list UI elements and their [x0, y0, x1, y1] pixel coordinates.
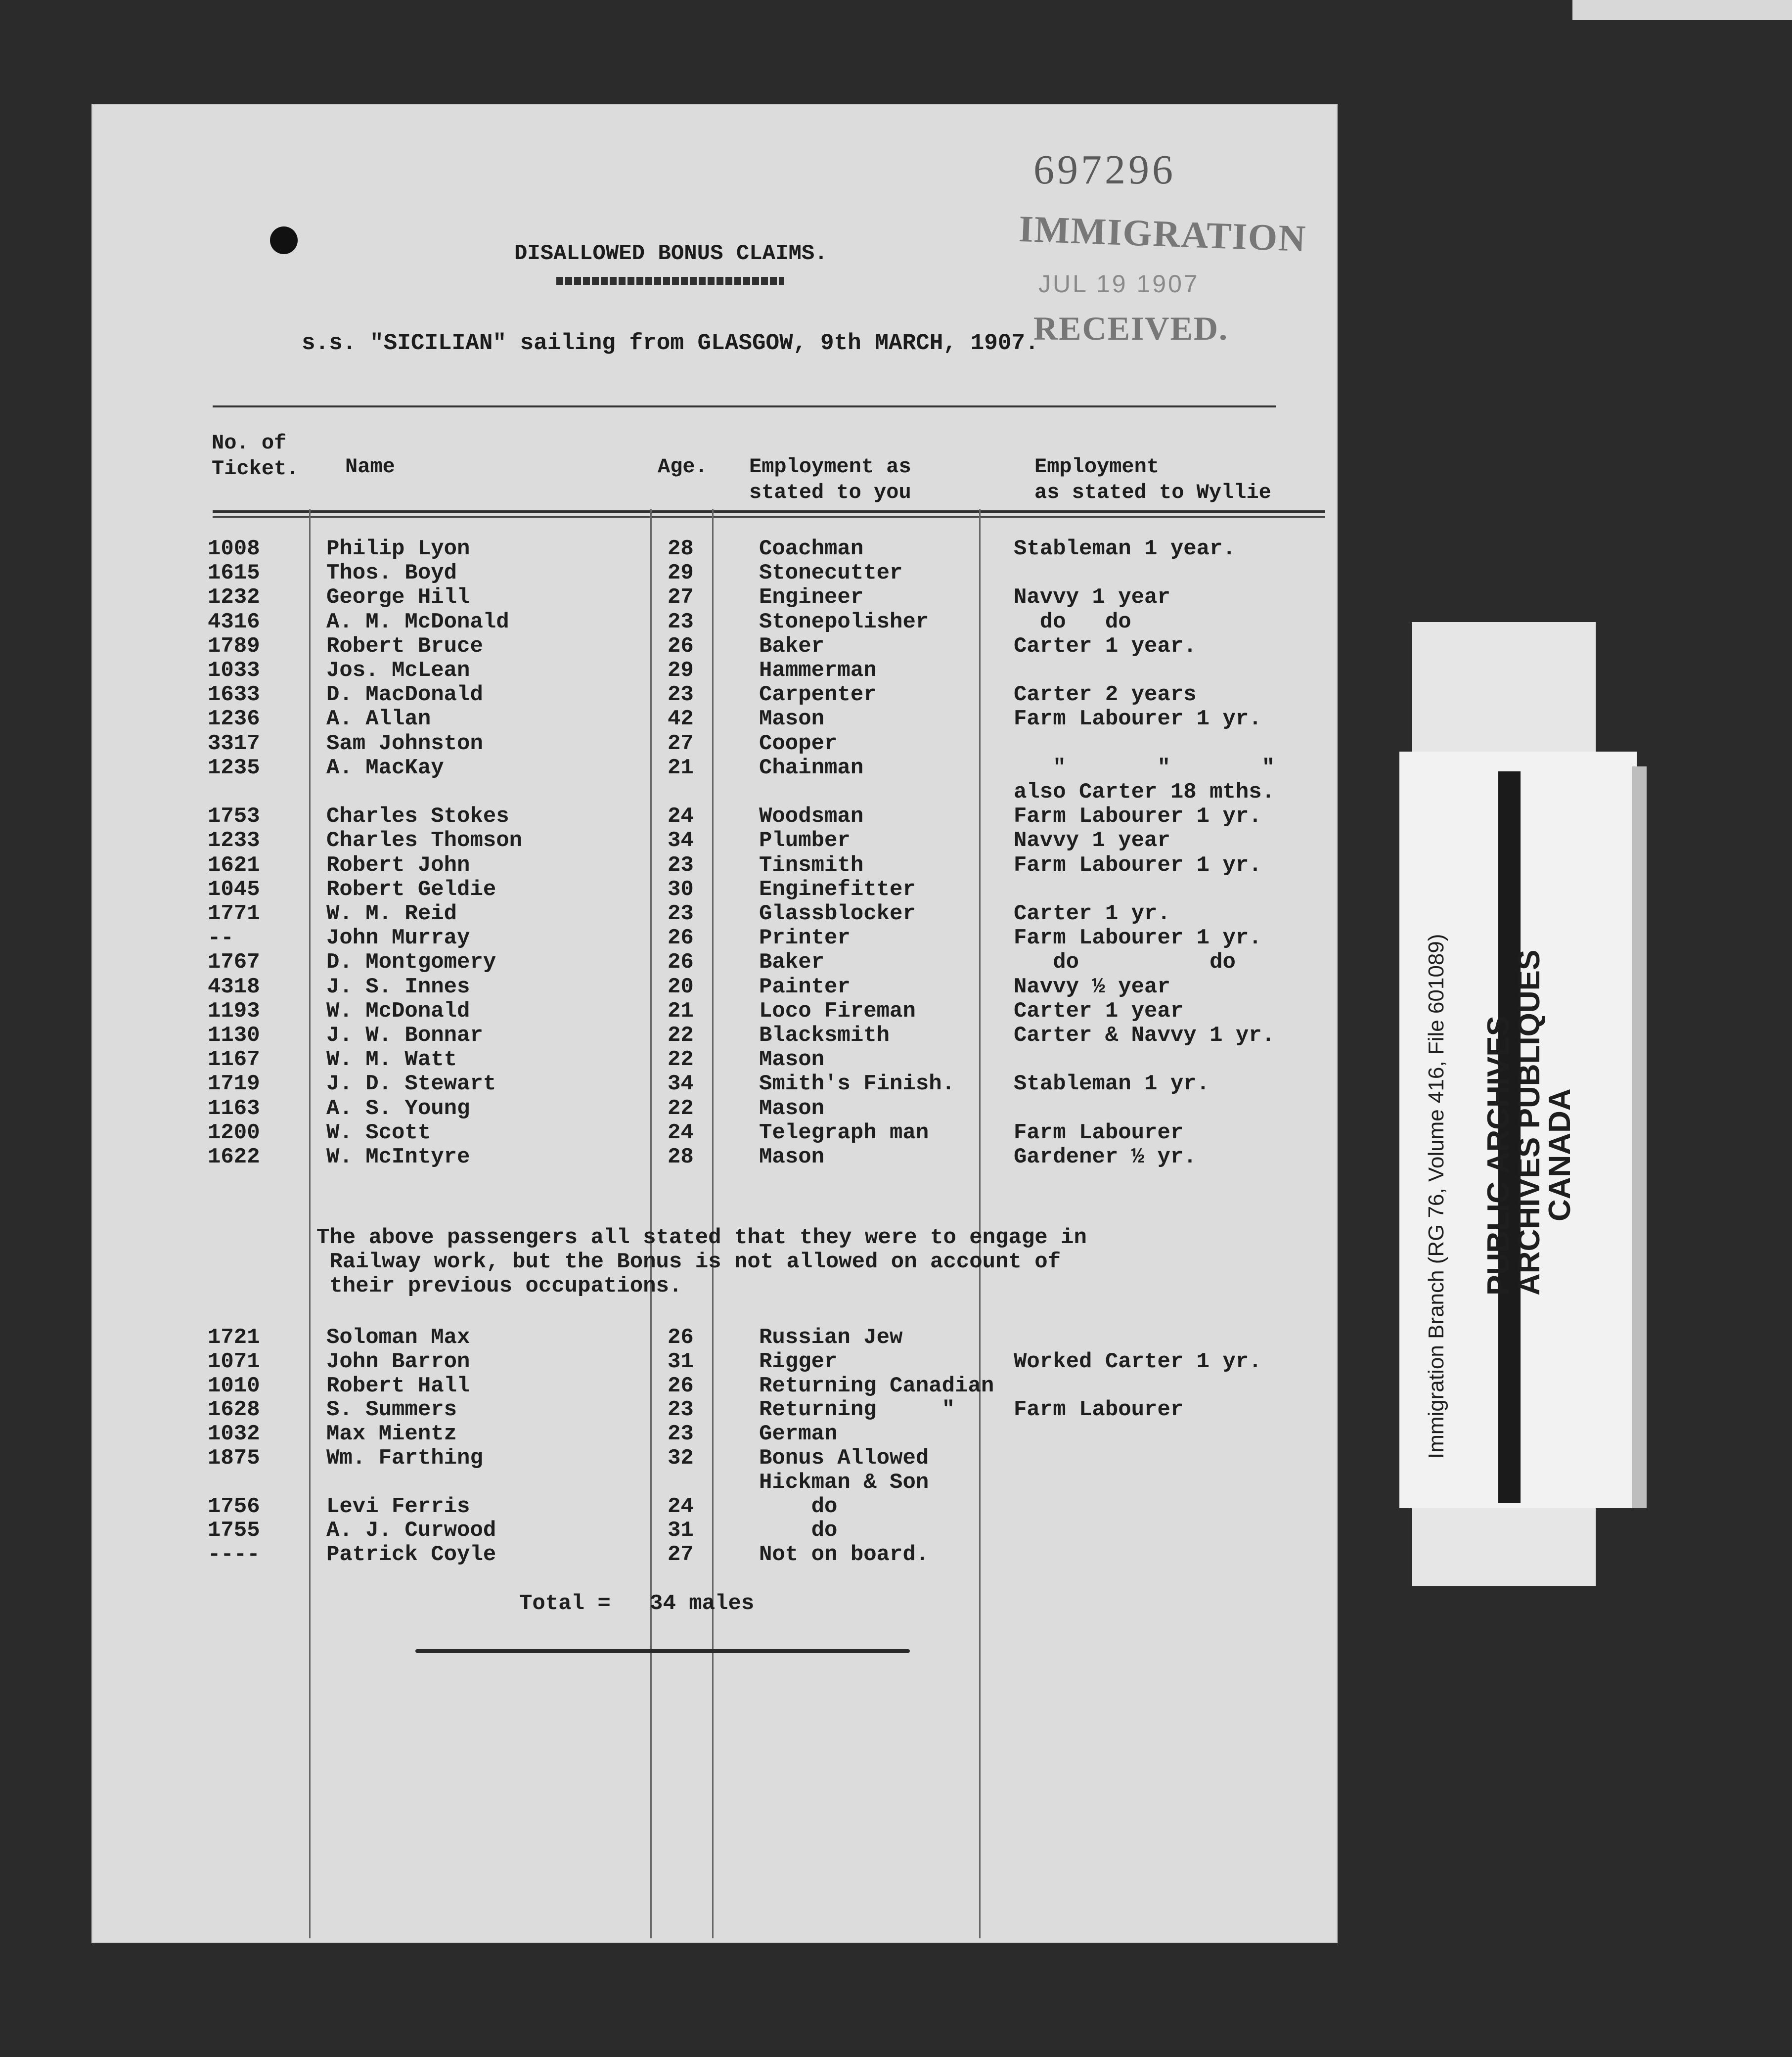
cell-employment: Stonepolisher [759, 609, 929, 634]
cell-age: 23 [668, 1397, 694, 1423]
cell-name: Max Mientz [326, 1422, 457, 1447]
file-number-stamp: 697296 [1033, 147, 1176, 193]
cell-ticket: 1232 [208, 585, 260, 610]
cell-employment: Hickman & Son [759, 1470, 929, 1495]
cell-age: 26 [668, 926, 694, 951]
note-line: Railway work, but the Bonus is not allowed on account of [316, 1250, 1061, 1274]
cell-ticket: 4318 [208, 974, 260, 999]
cell-employment: Loco Fireman [759, 998, 916, 1024]
received-date-stamp: JUL 19 1907 [1038, 270, 1200, 298]
document-subtitle: s.s. "SICILIAN" sailing from GLASGOW, 9th MARCH, 1907. [302, 330, 1039, 356]
cell-ticket: -- [208, 926, 234, 951]
cell-age: 27 [668, 731, 694, 756]
cell-employment-wyllie: Stableman 1 year. [1014, 537, 1236, 561]
cell-employment: Rigger [759, 1349, 838, 1374]
cell-name: Robert John [326, 852, 470, 878]
cell-ticket: 1008 [208, 537, 260, 561]
cell-name: W. McIntyre [326, 1145, 470, 1169]
cell-ticket: 1032 [208, 1422, 260, 1447]
cell-ticket: 1193 [208, 998, 260, 1024]
cell-employment-wyllie: Farm Labourer 1 yr. [1014, 804, 1262, 829]
cell-ticket: 1767 [208, 950, 260, 975]
cell-employment: Returning " [759, 1397, 955, 1423]
cell-employment: Mason [759, 707, 825, 732]
cell-age: 24 [668, 804, 694, 829]
archive-label-shadow [1632, 766, 1647, 1508]
cell-name: J. W. Bonnar [326, 1023, 483, 1048]
cell-name: D. MacDonald [326, 682, 483, 708]
header-ticket: No. of Ticket. [212, 431, 299, 481]
cell-employment-wyllie: Carter & Navvy 1 yr. [1014, 1023, 1275, 1048]
cell-ticket: 1633 [208, 682, 260, 708]
cell-name: W. M. Watt [326, 1047, 457, 1073]
cell-employment: Engineer [759, 585, 864, 610]
cell-ticket: 1721 [208, 1325, 260, 1350]
cell-employment-wyllie: Navvy 1 year [1014, 828, 1170, 853]
cell-age: 21 [668, 998, 694, 1024]
cell-name: Thos. Boyd [326, 561, 457, 586]
cell-employment: Mason [759, 1047, 825, 1073]
cell-ticket: 1756 [208, 1494, 260, 1519]
cell-ticket: 1130 [208, 1023, 260, 1048]
cell-age: 26 [668, 1325, 694, 1350]
cell-ticket: 1045 [208, 877, 260, 902]
cell-ticket: 4316 [208, 609, 260, 634]
cell-name: W. M. Reid [326, 901, 457, 926]
cell-name: Wm. Farthing [326, 1446, 483, 1471]
cell-employment: Blacksmith [759, 1023, 890, 1048]
cell-employment: Coachman [759, 537, 864, 561]
archive-name-line3: CANADA [1543, 1088, 1577, 1221]
cell-employment-wyllie: " " " [1014, 755, 1275, 780]
total-line: Total = 34 males [519, 1591, 755, 1616]
cell-name: A. M. McDonald [326, 609, 509, 634]
cell-employment-wyllie: Navvy 1 year [1014, 585, 1170, 610]
cell-age: 22 [668, 1023, 694, 1048]
cell-name: J. D. Stewart [326, 1072, 496, 1097]
cell-employment: Not on board. [759, 1542, 929, 1567]
cell-name: Philip Lyon [326, 537, 470, 561]
cell-age: 20 [668, 974, 694, 999]
cell-ticket: 1233 [208, 828, 260, 853]
cell-employment: Mason [759, 1096, 825, 1121]
cell-ticket: 1033 [208, 658, 260, 683]
cell-age: 32 [668, 1446, 694, 1471]
cell-name: Robert Bruce [326, 633, 483, 659]
cell-name: John Murray [326, 926, 470, 951]
cell-age: 42 [668, 707, 694, 732]
cell-ticket: 1200 [208, 1120, 260, 1145]
column-rule-ticket [309, 509, 311, 1938]
header-rule [213, 510, 1325, 513]
cell-ticket: 1875 [208, 1446, 260, 1471]
cell-name: Charles Stokes [326, 804, 509, 829]
cell-name: Jos. McLean [326, 658, 470, 683]
cell-name: Robert Hall [326, 1373, 470, 1398]
divider [213, 405, 1276, 407]
cell-name: A. MacKay [326, 755, 444, 780]
cell-employment-wyllie: Farm Labourer [1014, 1397, 1184, 1423]
cell-employment-wyllie: also Carter 18 mths. [1014, 780, 1275, 805]
cell-employment-wyllie: do do [1014, 609, 1131, 634]
column-rule-age [712, 509, 714, 1938]
cell-name: J. S. Innes [326, 974, 470, 999]
cell-employment-wyllie: Carter 2 years [1014, 682, 1197, 708]
cell-employment: do [759, 1518, 838, 1543]
cell-ticket: 1235 [208, 755, 260, 780]
punch-hole [270, 226, 298, 254]
cell-employment: Plumber [759, 828, 851, 853]
cell-employment-wyllie: Carter 1 year. [1014, 633, 1197, 659]
cell-age: 28 [668, 537, 694, 561]
cell-employment-wyllie: Navvy ½ year [1014, 974, 1170, 999]
cell-age: 31 [668, 1518, 694, 1543]
cell-employment-wyllie: Worked Carter 1 yr. [1014, 1349, 1262, 1374]
archive-reference: Immigration Branch (RG 76, Volume 416, File 601089) [1424, 934, 1448, 1459]
cell-employment: Smith's Finish. [759, 1072, 955, 1097]
cell-ticket: 1071 [208, 1349, 260, 1374]
top-edge-strip [1572, 0, 1792, 20]
cell-employment-wyllie: Farm Labourer 1 yr. [1014, 852, 1262, 878]
archive-name-line1: PUBLIC ARCHIVES [1481, 1015, 1516, 1296]
cell-employment: Telegraph man [759, 1120, 929, 1145]
cell-employment-wyllie: Farm Labourer [1014, 1120, 1184, 1145]
cell-age: 31 [668, 1349, 694, 1374]
cell-employment: Painter [759, 974, 851, 999]
cell-age: 30 [668, 877, 694, 902]
cell-employment: Enginefitter [759, 877, 916, 902]
cell-employment: Glassblocker [759, 901, 916, 926]
cell-age: 27 [668, 1542, 694, 1567]
cell-ticket: 1789 [208, 633, 260, 659]
header-employment-you: Employment as stated to you [749, 455, 911, 504]
archive-name-line2: ARCHIVES PUBLIQUES [1512, 949, 1546, 1296]
cell-employment: Tinsmith [759, 852, 864, 878]
cell-age: 22 [668, 1096, 694, 1121]
cell-name: A. Allan [326, 707, 431, 732]
cell-employment: Mason [759, 1145, 825, 1169]
cell-age: 22 [668, 1047, 694, 1073]
cell-name: Charles Thomson [326, 828, 523, 853]
cell-ticket: 1163 [208, 1096, 260, 1121]
cell-age: 26 [668, 1373, 694, 1398]
received-stamp: RECEIVED. [1033, 310, 1228, 347]
note-line: their previous occupations. [316, 1274, 682, 1298]
header-rule-second [213, 516, 1325, 518]
title-underline [556, 277, 784, 285]
cell-employment-wyllie: Farm Labourer 1 yr. [1014, 926, 1262, 951]
cell-ticket: 1771 [208, 901, 260, 926]
cell-name: John Barron [326, 1349, 470, 1374]
cell-age: 29 [668, 658, 694, 683]
cell-name: George Hill [326, 585, 470, 610]
cell-age: 27 [668, 585, 694, 610]
cell-ticket: 1615 [208, 561, 260, 586]
cell-employment: Russian Jew [759, 1325, 903, 1350]
cell-employment-wyllie: Carter 1 year [1014, 998, 1184, 1024]
header-age: Age. [658, 455, 708, 479]
cell-employment-wyllie: Stableman 1 yr. [1014, 1072, 1210, 1097]
cell-employment: Carpenter [759, 682, 877, 708]
cell-age: 26 [668, 950, 694, 975]
closing-rule [415, 1649, 910, 1653]
cell-employment: Hammerman [759, 658, 877, 683]
cell-employment-wyllie: Gardener ½ yr. [1014, 1145, 1197, 1169]
cell-employment: Cooper [759, 731, 838, 756]
cell-age: 23 [668, 609, 694, 634]
note-line: The above passengers all stated that they were to engage in [316, 1225, 1087, 1250]
cell-employment: Baker [759, 950, 825, 975]
cell-employment: Chainman [759, 755, 864, 780]
document-title: DISALLOWED BONUS CLAIMS. [514, 241, 828, 266]
cell-name: Patrick Coyle [326, 1542, 496, 1567]
cell-ticket: 1753 [208, 804, 260, 829]
archive-name [1483, 950, 1575, 1296]
cell-age: 21 [668, 755, 694, 780]
cell-age: 29 [668, 561, 694, 586]
cell-ticket: 1167 [208, 1047, 260, 1073]
cell-employment-wyllie: Farm Labourer 1 yr. [1014, 707, 1262, 732]
cell-age: 23 [668, 901, 694, 926]
cell-ticket: 3317 [208, 731, 260, 756]
cell-employment: Printer [759, 926, 851, 951]
cell-employment: do [759, 1494, 838, 1519]
cell-employment: German [759, 1422, 838, 1447]
cell-age: 24 [668, 1494, 694, 1519]
column-rule-name [650, 509, 652, 1938]
cell-employment-wyllie: Carter 1 yr. [1014, 901, 1170, 926]
cell-age: 34 [668, 828, 694, 853]
cell-name: Soloman Max [326, 1325, 470, 1350]
cell-ticket: 1010 [208, 1373, 260, 1398]
header-name: Name [345, 455, 395, 479]
cell-name: S. Summers [326, 1397, 457, 1423]
cell-ticket: 1628 [208, 1397, 260, 1423]
cell-employment: Baker [759, 633, 825, 659]
header-employment-wyllie: Employment as stated to Wyllie [1034, 455, 1271, 504]
cell-ticket: 1719 [208, 1072, 260, 1097]
cell-employment: Bonus Allowed [759, 1446, 929, 1471]
cell-name: A. J. Curwood [326, 1518, 496, 1543]
cell-employment: Returning Canadian [759, 1373, 994, 1398]
cell-ticket: 1755 [208, 1518, 260, 1543]
column-rule-employment [979, 509, 981, 1938]
cell-age: 28 [668, 1145, 694, 1169]
cell-ticket: 1236 [208, 707, 260, 732]
cell-name: D. Montgomery [326, 950, 496, 975]
immigration-stamp: IMMIGRATION [1018, 208, 1307, 260]
cell-employment-wyllie: do do [1014, 950, 1236, 975]
cell-ticket: ---- [208, 1542, 260, 1567]
cell-age: 34 [668, 1072, 694, 1097]
cell-name: Robert Geldie [326, 877, 496, 902]
cell-name: W. Scott [326, 1120, 431, 1145]
cell-name: Sam Johnston [326, 731, 483, 756]
cell-employment: Woodsman [759, 804, 864, 829]
cell-ticket: 1622 [208, 1145, 260, 1169]
cell-age: 23 [668, 682, 694, 708]
cell-age: 24 [668, 1120, 694, 1145]
cell-age: 23 [668, 1422, 694, 1447]
cell-name: Levi Ferris [326, 1494, 470, 1519]
cell-age: 23 [668, 852, 694, 878]
cell-employment: Stonecutter [759, 561, 903, 586]
cell-name: W. McDonald [326, 998, 470, 1024]
cell-age: 26 [668, 633, 694, 659]
cell-name: A. S. Young [326, 1096, 470, 1121]
cell-ticket: 1621 [208, 852, 260, 878]
